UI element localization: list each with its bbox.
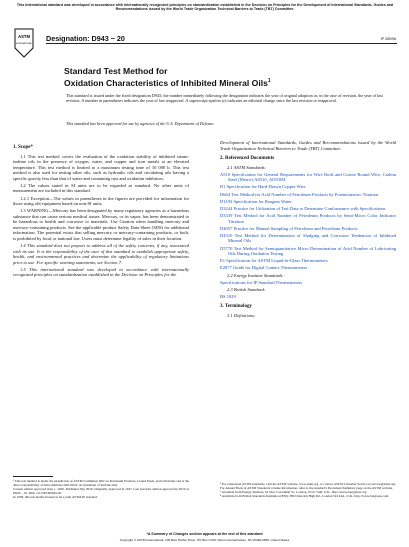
reference-title: Test Method for Semiquantitative Micro Determination of Acid Number of Lubricating Oils During Oxidation Testing <box>228 245 396 257</box>
paragraph-1-2: 1.2 The values stated in SI units are to be regarded as standard. No other units of measurement are included in this standard. <box>13 182 189 194</box>
footnotes-left <box>13 476 189 499</box>
section-heading-terminology: 3. Terminology <box>220 304 252 310</box>
energy-institute-label: 2.2 Energy Institute Standards: <box>227 272 284 278</box>
astm-reference-item[interactable] <box>220 246 396 257</box>
reference-code-link[interactable]: D4310 <box>220 232 233 238</box>
astm-reference-item[interactable] <box>220 199 396 205</box>
reference-title: Test Method for Acid Number of Petroleum Products by Potentiometric Titration <box>231 191 379 197</box>
left-column <box>13 140 189 280</box>
header-divider <box>46 43 397 44</box>
definitions-label: 3.1 Definitions: <box>227 313 256 319</box>
document-title <box>64 66 394 88</box>
copyright-line: Copyright © ASTM International, 100 Barr Harbor Drive, PO Box C700, West Conshohocken, PA 19428-2959. United States <box>119 538 290 542</box>
footnote-3: ³ Available from Energy Institute, 61 New Cavendish St., London, W1G 7AR, U.K., http://www.energyinst.org. <box>220 490 368 495</box>
astm-reference-item[interactable] <box>220 258 396 264</box>
right-column <box>220 140 396 320</box>
footnotes-right <box>220 482 396 498</box>
svg-text:INTERNATIONAL: INTERNATIONAL <box>16 43 32 45</box>
astm-reference-item[interactable] <box>220 184 396 190</box>
reference-code-link[interactable]: D5770 <box>220 245 233 251</box>
footnote-1-joint: In 1958, this test method issued to be a joint ASTM-IP standard. <box>13 494 98 499</box>
paragraph-1-5-continued: Development of International Standards, Guides and Recommendations issued by the World Trade Organization Technical Barriers to Trade (TBT) Committee. <box>220 140 396 151</box>
footnote-2: ² For referenced ASTM standards, visit the ASTM website, www.astm.org, or contact ASTM Customer Service at service@astm.org. For Annual Book of ASTM Standards volume information, refer to the standard's Document Summary page on the ASTM website. <box>220 482 396 491</box>
paragraph-1-1: 1.1 This test method covers the evaluation of the oxidation stability of inhibited steam-turbine oils in the presence of oxygen, water, and copper and iron metals at an elevated temperature. This test method is limited to a maximum testing time of 10 000 h. This test method is also used for testing other oils, such as hydraulic oils and circulating oils having a specific gravity less than that of water and containing rust and oxidation inhibitors. <box>13 153 189 181</box>
british-standard-reference-link[interactable]: BS 1829 <box>220 293 236 299</box>
reference-title: Specification for Hard-Drawn Copper Wire <box>226 184 306 190</box>
svg-text:ASTM: ASTM <box>18 34 30 39</box>
reference-title: Specification for General Requirements for Wire Rods and Coarse Round Wire, Carbon Steel (Metric) A0510_A0510M <box>228 171 397 183</box>
summary-of-changes-note: *A Summary of Changes section appears at the end of this standard <box>146 532 263 536</box>
reference-code-link[interactable]: D3244 <box>220 205 233 211</box>
title-footnote-mark: 1 <box>267 78 271 84</box>
section-heading-referenced-documents: 2. Referenced Documents <box>220 156 275 162</box>
reference-code-link[interactable]: D1193 <box>220 198 233 204</box>
astm-reference-item[interactable] <box>220 172 396 183</box>
astm-reference-item[interactable] <box>220 192 396 198</box>
paragraph-1-4: 1.4 This standard does not purport to address all of the safety concerns, if any, associated with its use. It is the responsibility of the user of this standard to establish appropriate safety, health, and environmental practices and determine the applicability of regulatory limitations prior to use. For specific warning statements, see Section 7. <box>13 243 189 265</box>
reference-title: Specification for Reagent Water <box>233 198 292 204</box>
reference-code-link[interactable]: D664 <box>220 191 231 197</box>
ip-standard-number: IP 280/96 <box>380 37 396 41</box>
british-standard-label: 2.3 British Standard: <box>227 286 266 292</box>
reference-title: Test Method for Acid Number of Petroleum Products by Semi-Micro Color Indicator Titration <box>228 213 396 224</box>
title-line-1: Standard Test Method for <box>64 66 168 76</box>
paragraph-1-2-1: 1.2.1 Exception—The values in parentheses in the figures are provided for information for those using old equipment based on non-SI units. <box>13 195 189 207</box>
energy-institute-reference-link[interactable]: Specifications for IP Standard Thermometers <box>220 279 303 285</box>
astm-standards-label: 2.1 ASTM Standards: <box>227 164 267 170</box>
section-heading-scope: 1. Scope* <box>13 145 33 150</box>
reference-code-link[interactable]: B1 <box>220 184 226 190</box>
reference-code-link[interactable]: E1 <box>220 258 226 264</box>
reference-title: Specification for ASTM Liquid-in-Glass Thermometers <box>226 258 328 264</box>
astm-reference-item[interactable] <box>220 206 396 212</box>
reference-code-link[interactable]: A510 <box>220 171 231 177</box>
reference-title: Practice for Utilization of Test Data to Determine Conformance with Specifications <box>233 205 386 211</box>
footnote-1-edition: Current edition approved June 1, 2020. Published July 2020. Originally approved in 1947. Last previous edition approved in 2019 as D943 – 19. DOI: 10.1520/D0943-20. <box>13 486 189 495</box>
paragraph-1-5: 1.5 This international standard was developed in accordance with internationally recognized principles on standardization established in the Decision on Principles for the <box>13 266 189 278</box>
international-standard-notice: This international standard was developed in accordance with internationally recognized principles on standardization established in the Decision on Principles for the Development of International Standards, Guides and Recommendations issued by the World Trade Organization Technical Barriers to Trade (TBT) Committee. <box>16 3 394 12</box>
astm-reference-item[interactable] <box>220 233 396 244</box>
astm-reference-item[interactable] <box>220 265 396 271</box>
astm-reference-list <box>220 172 396 271</box>
designation: Designation: D943 − 20 <box>46 34 125 43</box>
reference-code-link[interactable]: D3339 <box>220 213 233 219</box>
reference-title: Guide for Digital Contact Thermometers <box>233 265 308 271</box>
astm-reference-item[interactable] <box>220 213 396 224</box>
title-line-2: Oxidation Characteristics of Inhibited Mineral Oils <box>64 77 268 88</box>
astm-reference-item[interactable] <box>220 226 396 232</box>
paragraph-1-3-warning: 1.3 WARNING—Mercury has been designated by many regulatory agencies as a hazardous substance that can cause serious medical issues. Mercury, or its vapor, has been demonstrated to be hazardous to health and corrosive to materials. Use Caution when handling mercury and mercury-containing products. See the applicable product Safety Data Sheet (SDS) for additional information. The potential exists that selling mercury or mercury-containing products, or both, is prohibited by local or national law. Users must determine legality of sales in their location. <box>13 208 189 241</box>
reference-code-link[interactable]: E2877 <box>220 265 232 271</box>
dod-approval-note: This standard has been approved for use by agencies of the U.S. Department of Defense. <box>66 121 215 126</box>
footnote-1: ¹ This test method is under the jurisdiction of ASTM Committee D02 on Petroleum Products, Liquid Fuels, and Lubricants and is the direct responsibility of Subcommittee D02.09.0C on Oxidation of Turbine Oils. <box>13 478 189 487</box>
footnote-divider <box>13 476 53 477</box>
issuance-note: This standard is issued under the fixed designation D943; the number immediately following the designation indicates the year of original adoption or, in the case of revision, the year of last revision. A number in parentheses indicates the year of last reapproval. A superscript epsilon (ε) indicates an editorial change since the last revision or reapproval. <box>66 93 383 104</box>
reference-title: Practice for Manual Sampling of Petroleum and Petroleum Products <box>233 225 358 231</box>
astm-logo <box>14 28 34 58</box>
reference-code-link[interactable]: D4057 <box>220 225 233 231</box>
footnote-4: ⁴ Available from British Standards Institution (BSI), 389 Chiswick High Rd., London W4 4AL, U.K., http://www.bsigroup.com. <box>220 494 390 499</box>
reference-title: Test Method for Determination of Sludging and Corrosion Tendencies of Inhibited Mineral Oils <box>228 232 396 244</box>
